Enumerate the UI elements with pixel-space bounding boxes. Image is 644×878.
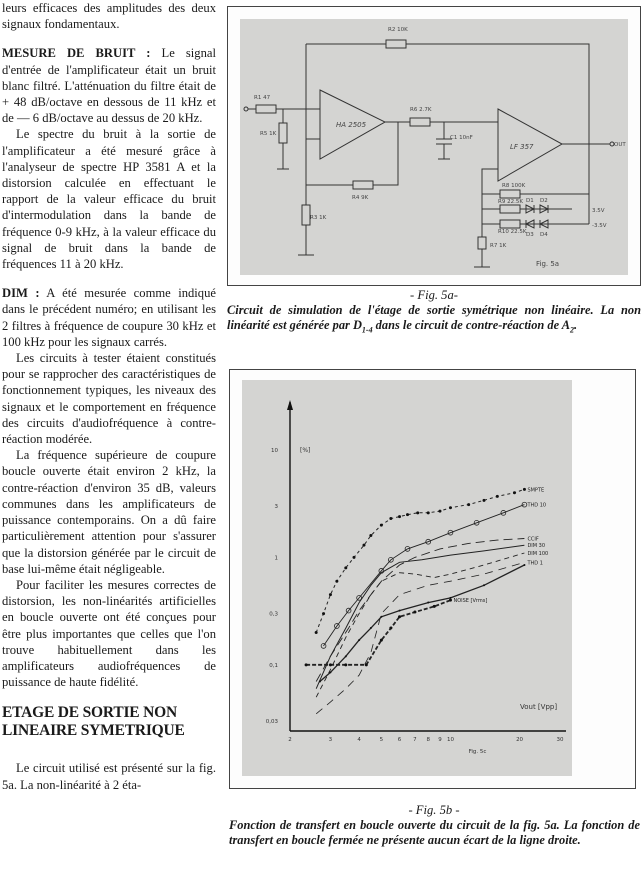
label-d4: D4 <box>540 232 548 238</box>
data-point <box>380 616 382 618</box>
data-point <box>483 584 485 586</box>
x-tick-label: 3 <box>328 737 333 743</box>
figure-5b-caption: Fonction de transfert en boucle ouverte du circuit de la fig. 5a. La fonction de transfert en boucle fermée ne présente aucun écart de la ligne droite. <box>229 818 640 847</box>
caption-text: . <box>574 318 578 332</box>
data-point <box>449 506 452 509</box>
y-tick-label: 3 <box>274 504 278 511</box>
x-tick-label: 7 <box>413 737 417 743</box>
resistor-r9 <box>500 205 520 213</box>
data-point <box>523 488 526 491</box>
chart-panel <box>242 380 572 776</box>
data-point <box>345 655 347 657</box>
series-legend-label: THD 1 <box>527 560 543 567</box>
paragraph-text: leurs efficaces des amplitudes des deux signaux fondamentaux. <box>2 1 216 32</box>
data-point <box>329 671 331 673</box>
circuit-schematic <box>240 19 628 275</box>
series-line-thd-10 <box>324 505 525 646</box>
data-point <box>380 524 383 527</box>
data-point <box>380 639 383 642</box>
resistor-r7 <box>478 237 486 249</box>
data-point <box>399 610 401 612</box>
label-v-positive: 3.5V <box>592 208 605 214</box>
y-tick-label: 10 <box>271 448 278 454</box>
caption-text: Circuit de simulation de l'étage de sortie symétrique non linéaire. La non linéarité est générée par D <box>227 303 641 332</box>
input-terminal <box>244 107 248 111</box>
data-point <box>358 639 360 641</box>
data-point <box>319 680 321 682</box>
lead-in-heading: DIM : <box>2 286 40 301</box>
y-tick-label: 1 <box>274 555 278 562</box>
resistor-r1 <box>256 105 276 113</box>
data-point <box>467 503 470 506</box>
series-legend-label: NOISE [Vrms] <box>453 598 488 605</box>
distortion-chart <box>242 380 572 776</box>
paragraph-text: Les circuits à tester étaient constitués pour se rapprocher des caractéristiques de fonctionnement typiques, les niveaux des signaux et le comportement en fréquence des circuits d'audiofréquence à contre-réaction modérée. <box>2 351 216 447</box>
y-tick-label: 0,1 <box>269 662 278 669</box>
data-point <box>329 593 332 596</box>
series-legend-label: DIM 30 <box>527 543 546 550</box>
data-point <box>365 663 368 666</box>
resistor-r6 <box>410 118 430 126</box>
chart-labels <box>266 447 564 755</box>
x-tick-label: 10 <box>446 737 454 743</box>
series-line-thd-1 <box>316 562 524 714</box>
data-point <box>522 502 527 507</box>
paragraph-text: Le circuit utilisé est présenté sur la fig. 5a. La non-linéarité à 2 éta- <box>2 761 216 792</box>
paragraph-text: Le spectre du bruit à la sortie de l'amplificateur a été mesuré grâce à l'analyseur de spectre HP 3581 A et la distorsion calculée en effectuant le rapport de la valeur efficace du bruit d'intermodulation dans la bande de fréquence 0-9 kHz, à la valeur efficace du signal de bruit dans la bande de fréquences 11 à 20 kHz. <box>2 127 216 272</box>
label-c1: C1 10nF <box>450 135 473 141</box>
series-legend-label: DIM 100 <box>527 550 549 557</box>
y-tick-label: 0,3 <box>269 611 278 618</box>
label-r8: R8 100K <box>502 183 526 189</box>
data-point <box>433 605 436 608</box>
label-a2: LF 357 <box>510 143 534 151</box>
data-point <box>406 513 409 516</box>
paragraph-text: La fréquence supérieure de coupure boucle ouverte était environ 2 kHz, la contre-réaction d'environ 35 dB, valeurs communes dans les amplificateurs de puissance contemporains. On a dû faire particulièrement attention pour s'assurer que la distorsion générée par le circuit de base lui-même était négligeable. <box>2 448 216 576</box>
data-point <box>352 556 355 559</box>
figure-5b-inline-label: Fig. 5c <box>468 749 487 755</box>
x-tick-label: 9 <box>438 737 442 743</box>
figure-5a-title: - Fig. 5a- <box>410 288 458 302</box>
data-point <box>438 510 441 513</box>
paragraph <box>2 350 216 447</box>
resistor-r4 <box>353 181 373 189</box>
label-r6: R6 2.7K <box>410 107 432 113</box>
x-tick-label: 5 <box>379 737 384 743</box>
data-point <box>398 615 401 618</box>
data-point <box>389 627 392 630</box>
article-column <box>2 0 216 793</box>
section-heading: ETAGE DE SORTIE NON LINEAIRE SYMETRIQUE <box>2 704 185 740</box>
caption-text: dans le circuit de contre-réaction de A <box>372 318 571 332</box>
label-r3: R3 1K <box>310 215 327 221</box>
paragraph-text: Le signal d'entrée de l'amplificateur était un bruit blanc filtré. L'atténuation du filtre était de + 48 dB/octave en dessous de 11 kHz et de — 6 dB/octave au dessus de 20 kHz. <box>2 46 216 126</box>
y-axis-arrow-icon <box>287 400 293 410</box>
label-d3: D3 <box>526 232 534 238</box>
label-r7: R7 1K <box>490 243 507 249</box>
data-point <box>370 627 372 629</box>
label-a1: HA 2505 <box>336 121 367 129</box>
series-legend-label: CCIF <box>527 536 539 543</box>
data-point <box>305 663 308 666</box>
data-point <box>413 611 416 614</box>
x-tick-label: 30 <box>556 737 564 743</box>
data-point <box>523 564 525 566</box>
x-tick-label: 20 <box>516 737 524 743</box>
data-point <box>416 511 419 514</box>
label-r5: R5 1K <box>260 131 277 137</box>
x-tick-label: 8 <box>426 737 430 743</box>
resistor-r5 <box>279 123 287 143</box>
feedback-wire <box>306 44 589 224</box>
label-output: OUT <box>614 142 626 148</box>
figure-5b-frame <box>229 369 636 789</box>
paragraph <box>2 760 216 792</box>
data-point <box>344 663 347 666</box>
data-point <box>322 612 325 615</box>
data-point <box>496 495 499 498</box>
paragraph-dim <box>2 285 216 350</box>
x-tick-label: 2 <box>288 737 292 743</box>
resistor-r3 <box>302 205 310 225</box>
label-v-negative: -3.5V <box>592 223 607 229</box>
y-tick-label: 0,03 <box>265 719 278 725</box>
resistor-r10 <box>500 220 520 228</box>
x-tick-label: 6 <box>397 737 402 743</box>
paragraph <box>2 0 216 32</box>
label-r1: R1 47 <box>254 95 271 101</box>
label-d1: D1 <box>526 198 534 204</box>
paragraph-text: Pour faciliter les mesures correctes de distorsion, les non-linéarités artificielles en boucle ouverte ont été conçues pour être plus importantes que celles que l'on trouve habituellement dans les amplificateurs audiofréquences de puissance de haute fidélité. <box>2 577 216 690</box>
data-point <box>344 566 347 569</box>
label-r4: R4 9K <box>352 195 369 201</box>
figure-5b-title: - Fig. 5b - <box>408 803 460 817</box>
data-point <box>369 534 372 537</box>
series-line-noise-vrms- <box>306 600 450 665</box>
label-r10: R10 22.5K <box>498 229 527 235</box>
data-point <box>362 544 365 547</box>
paragraph <box>2 447 216 577</box>
caption-subscript: 1-4 <box>361 325 373 335</box>
series-legend-label: SMPTE <box>527 487 545 494</box>
paragraph <box>2 577 216 690</box>
caption-subscript: 2 <box>570 325 575 335</box>
chart-series <box>305 488 527 714</box>
series-legend-label: THD 10 <box>527 502 547 509</box>
paragraph-text: A été mesurée comme indiqué dans le précédent numéro; en utilisant les 2 filtres à fréquence de coupure 30 kHz et 100 kHz pour les signaux carrés. <box>2 286 216 349</box>
data-point <box>449 599 452 602</box>
x-axis-label: Vout [Vpp] <box>520 703 558 711</box>
data-point <box>449 597 451 599</box>
a2-inverting-wire <box>474 169 498 267</box>
resistor-r8 <box>500 190 520 198</box>
data-point <box>329 663 332 666</box>
x-tick-label: 4 <box>357 737 361 743</box>
figure-5a-frame <box>227 6 641 286</box>
paragraph <box>2 126 216 272</box>
series-line-dim-30 <box>316 545 524 689</box>
circuit-diagram <box>240 19 628 275</box>
label-r2: R2 10K <box>388 27 408 33</box>
data-point <box>513 491 516 494</box>
label-d2: D2 <box>540 198 548 204</box>
data-point <box>398 515 401 518</box>
y-axis-label: [%] <box>300 447 311 454</box>
data-point <box>427 511 430 514</box>
data-point <box>335 580 338 583</box>
paragraph-noise-measurement <box>2 45 216 126</box>
resistor-r2 <box>386 40 406 48</box>
label-r9: R9 22.5K <box>498 199 523 205</box>
figure-5a-caption <box>227 303 641 337</box>
data-point <box>389 517 392 520</box>
data-point <box>315 631 318 634</box>
data-point <box>427 602 429 604</box>
figure-5a-inline-label: Fig. 5a <box>536 260 560 268</box>
data-point <box>483 499 486 502</box>
lead-in-heading: MESURE DE BRUIT : <box>2 46 151 61</box>
